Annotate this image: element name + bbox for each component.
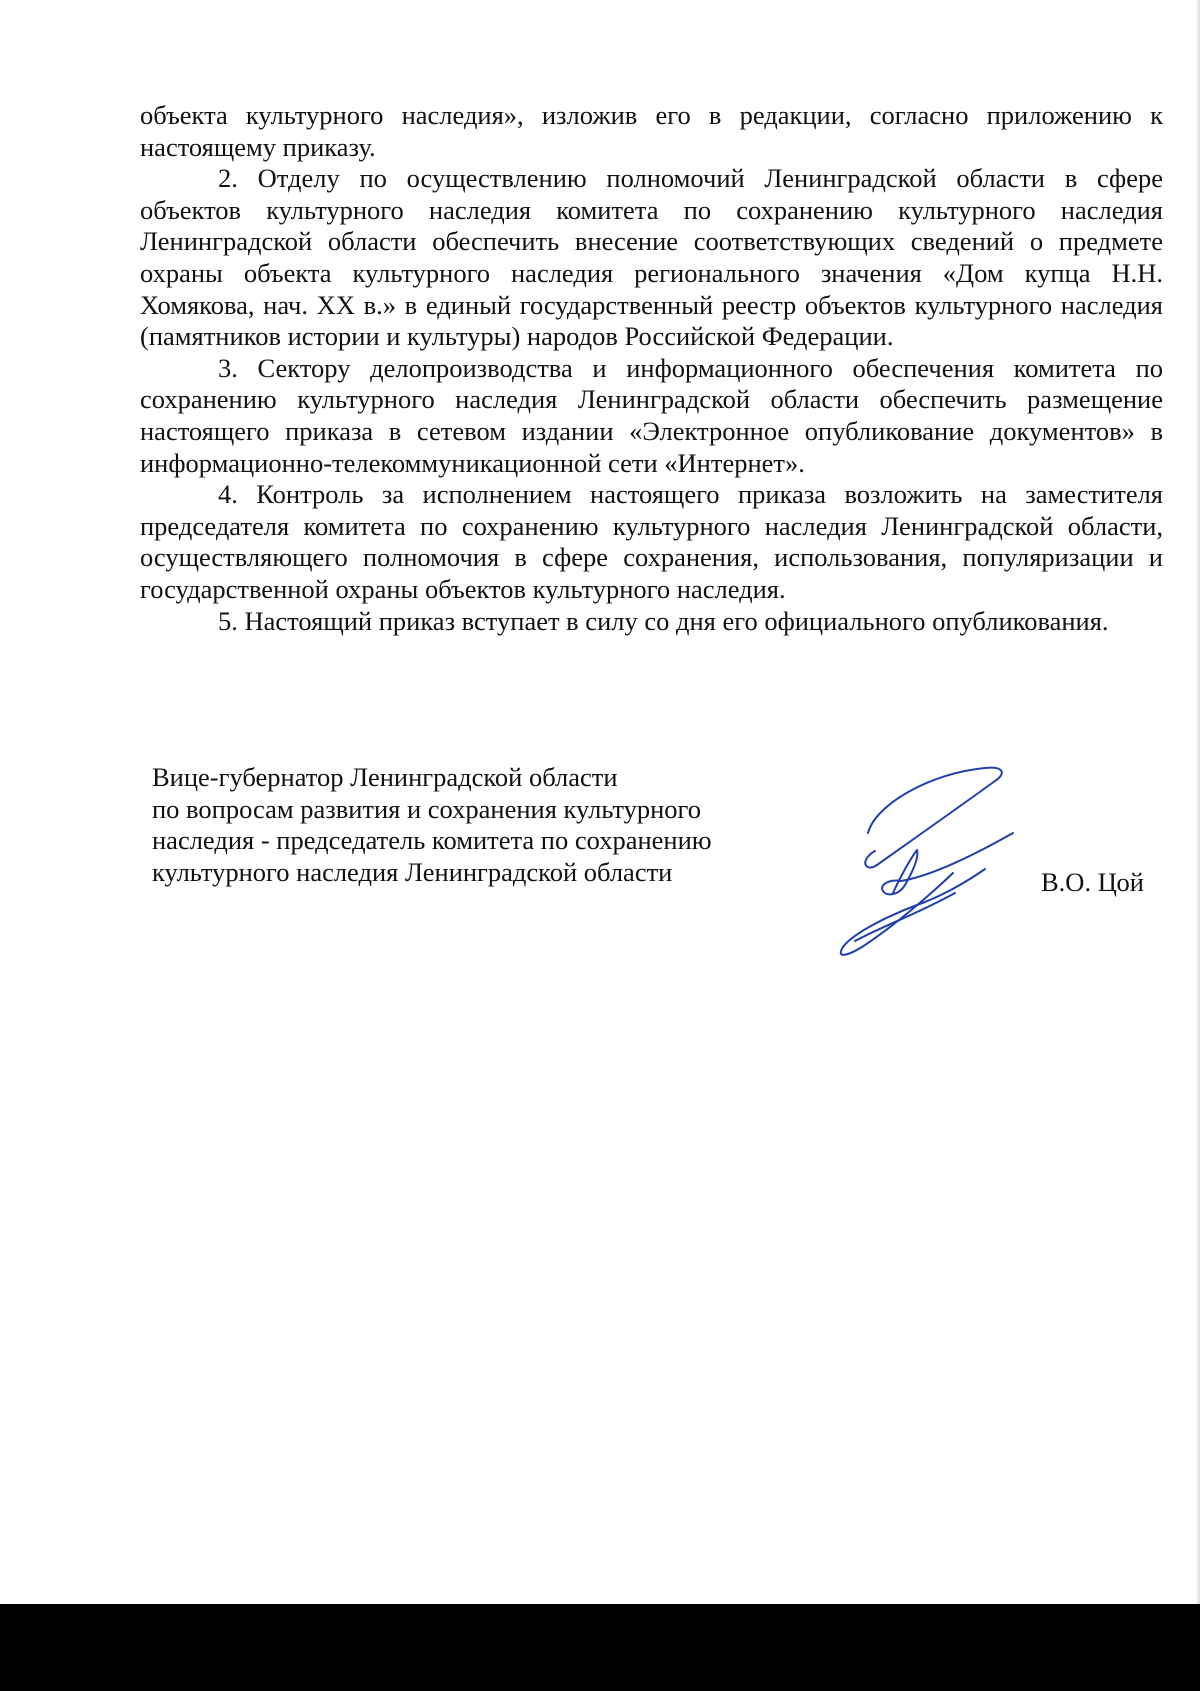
signatory-position-line: культурного наследия Ленинградской области — [152, 856, 673, 887]
signatory-position-line: по вопросам развития и сохранения культурного — [152, 793, 702, 824]
order-body — [140, 100, 1163, 637]
scan-edge — [1196, 0, 1200, 1604]
signatory-position-line: наследия - председатель комитета по сохранению — [152, 825, 712, 855]
paragraph-item-4: 4. Контроль за исполнением настоящего приказа возложить на заместителя председателя комитета по сохранению культурного наследия Ленинградской области, осуществляющего полномочия в сфере сохранения, использования, популяризации и государственной охраны объектов культурного наследия. — [140, 479, 1163, 604]
signatory-name: В.О. Цой — [1041, 867, 1144, 897]
paragraph-item-5: 5. Настоящий приказ вступает в силу со дня его официального опубликования. — [218, 605, 1109, 636]
paragraph-item-2: 2. Отделу по осуществлению полномочий Ленинградской области в сфере объектов культурного наследия комитета по сохранению культурного наследия Ленинградской области обеспечить внесение соответствующих сведений о предмете охраны объекта культурного наследия регионального значения «Дом купца Н.Н. Хомякова, нач. XX в.» в единый государственный реестр объектов культурного наследия (памятников истории и культуры) народов Российской Федерации. — [140, 163, 1163, 352]
paragraph-continuation: объекта культурного наследия», изложив его в редакции, согласно приложению к настоящему приказу. — [140, 100, 1163, 162]
signatory-position-line: Вице-губернатор Ленинградской области — [152, 762, 618, 792]
paragraph-item-3: 3. Сектору делопроизводства и информационного обеспечения комитета по сохранению культурного наследия Ленинградской области обеспечить размещение настоящего приказа в сетевом издании «Электронное опубликование документов» в информационно-телекоммуникационной сети «Интернет». — [140, 352, 1163, 478]
scan-border — [0, 1604, 1200, 1691]
signatory-position — [152, 762, 712, 888]
handwritten-signature — [835, 765, 1025, 965]
